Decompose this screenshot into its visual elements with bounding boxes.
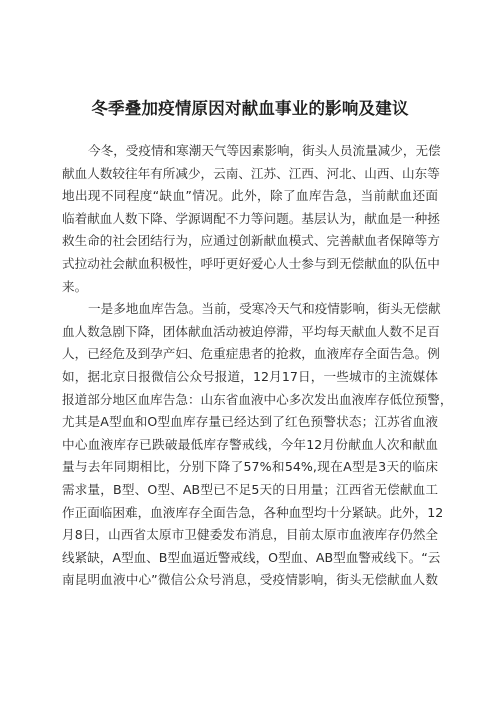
paragraph-1-line-4: 临着献血人数下降、学源调配不力等问题。基层认为，献血是一种拯 [62, 210, 440, 226]
paragraph-1-line-5: 救生命的社会团结行为，应通过创新献血模式、完善献血者保障等方 [62, 233, 440, 249]
document-title: 冬季叠加疫情原因对献血事业的影响及建议 [91, 99, 409, 118]
paragraph-2-line-1: 一是多地血库告急。当前，受寒冷天气和疫情影响，街头无偿献 [88, 301, 441, 317]
paragraph-2-line-6: 尤其是A型血和O型血库存量已经达到了红色预警状态；江苏省血液 [62, 414, 438, 430]
paragraph-1-line-7: 来。 [62, 278, 88, 294]
paragraph-2-line-3: 人，已经危及到孕产妇、危重症患者的抢救，血液库存全面告急。例 [62, 346, 440, 362]
paragraph-2-line-4: 如，据北京日报微信公众号报道，12月17日，一些城市的主流媒体 [62, 368, 438, 384]
paragraph-2-line-5: 报道部分地区血库告急：山东省血液中心多次发出血液库存低位预警， [62, 391, 453, 407]
paragraph-2-line-12: 线紧缺，A型血、B型血逼近警戒线，O型血、AB型血警戒线下。“云 [62, 549, 441, 565]
paragraph-2-line-11: 月8日，山西省太原市卫健委发布消息，目前太原市血液库存仍然全 [62, 527, 438, 543]
paragraph-2-line-2: 血人数急剧下降，团体献血活动被迫停滞，平均每天献血人数不足百 [62, 323, 440, 339]
paragraph-2-line-13: 南昆明血液中心”微信公众号消息，受疫情影响，街头无偿献血人数 [62, 572, 438, 588]
paragraph-1-line-1: 今冬，受疫情和寒潮天气等因素影响，街头人员流量减少，无偿 [88, 143, 441, 158]
document-body [62, 140, 453, 592]
paragraph-1-line-6: 式拉动社会献血积极性，呼吁更好爱心人士参与到无偿献血的队伍中 [62, 255, 440, 271]
paragraph-1-line-2: 献血人数较往年有所减少，云南、江苏、江西、河北、山西、山东等 [62, 165, 440, 181]
paragraph-2-line-8: 量与去年同期相比，分别下降了57%和54%,现在A型是3天的临床 [62, 459, 438, 475]
paragraph-2-line-10: 作正面临困难，血液库存全面告急，各种血型均十分紧缺。此外，12 [62, 504, 444, 520]
paragraph-2-line-9: 需求量，B型、O型、AB型已不足5天的日用量；江西省无偿献血工 [62, 481, 438, 497]
paragraph-1-line-3: 地出现不同程度“缺血”情况。此外，除了血库告急，当前献血还面 [62, 188, 438, 204]
paragraph-2-line-7: 中心血液库存已跌破最低库存警戒线，今年12月份献血人次和献血 [62, 436, 438, 452]
